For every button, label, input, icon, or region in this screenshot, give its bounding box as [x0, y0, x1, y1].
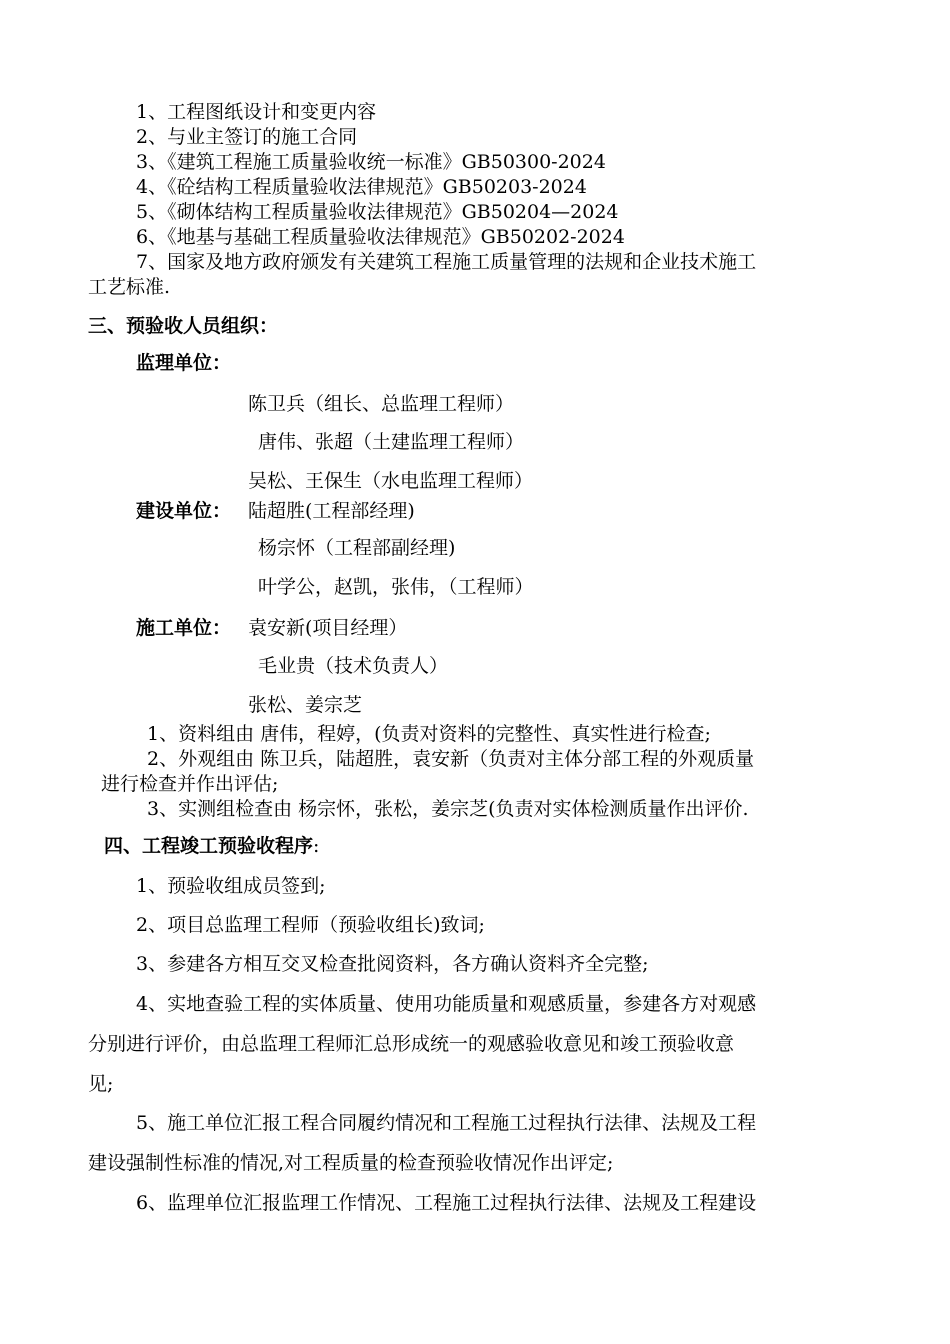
owner-label: 建设单位：: [136, 500, 232, 522]
supervision-member-3: 吴松、王保生（水电监理工程师）: [248, 470, 534, 492]
group-appearance-cont: 进行检查并作出评估;: [101, 773, 279, 795]
section-4-heading-colon: :: [313, 835, 320, 857]
supervision-member-2: 唐伟、张超（土建监理工程师）: [258, 431, 525, 453]
step-4-cont-2: 见;: [88, 1073, 114, 1095]
section-4-heading-text: 四、工程竣工预验收程序: [104, 835, 314, 857]
contractor-member-1: 袁安新(项目经理）: [248, 617, 408, 639]
contractor-member-3: 张松、姜宗芝: [248, 694, 363, 716]
contractor-label: 施工单位：: [136, 617, 232, 639]
section-4-heading: [104, 834, 319, 858]
basis-item-4: 4、《砼结构工程质量验收法律规范》GB50203-2024: [136, 176, 587, 198]
step-1: 1、预验收组成员签到;: [136, 875, 326, 897]
step-3: 3、参建各方相互交叉检查批阅资料，各方确认资料齐全完整;: [136, 953, 649, 975]
basis-item-3: 3、《建筑工程施工质量验收统一标准》GB50300-2024: [136, 151, 606, 173]
step-2: 2、项目总监理工程师（预验收组长)致词;: [136, 914, 485, 936]
owner-member-1: 陆超胜(工程部经理): [248, 500, 415, 522]
basis-item-7: 7、国家及地方政府颁发有关建筑工程施工质量管理的法规和企业技术施工: [136, 251, 757, 273]
step-5: 5、施工单位汇报工程合同履约情况和工程施工过程执行法律、法规及工程: [136, 1112, 757, 1134]
supervision-member-1: 陈卫兵（组长、总监理工程师）: [248, 393, 515, 415]
basis-item-6: 6、《地基与基础工程质量验收法律规范》GB50202-2024: [136, 226, 625, 248]
basis-item-2: 2、与业主签订的施工合同: [136, 126, 358, 148]
group-measurement: 3、实测组检查由 杨宗怀，张松，姜宗芝(负责对实体检测质量作出评价.: [147, 798, 749, 820]
basis-item-5: 5、《砌体结构工程质量验收法律规范》GB50204—2024: [136, 201, 619, 223]
supervision-label: 监理单位：: [136, 352, 232, 374]
owner-member-2: 杨宗怀（工程部副经理): [258, 537, 456, 559]
contractor-member-2: 毛业贵（技术负责人）: [258, 655, 449, 677]
section-3-heading: 三、预验收人员组织：: [88, 315, 279, 337]
owner-member-3: 叶学公，赵凯，张伟，（工程师）: [258, 576, 534, 598]
step-6: 6、监理单位汇报监理工作情况、工程施工过程执行法律、法规及工程建设: [136, 1192, 757, 1214]
group-appearance: 2、外观组由 陈卫兵，陆超胜，袁安新（负责对主体分部工程的外观质量: [147, 748, 755, 770]
step-4-cont-1: 分别进行评价，由总监理工程师汇总形成统一的观感验收意见和竣工预验收意: [88, 1033, 735, 1055]
step-5-cont: 建设强制性标准的情况,对工程质量的检查预验收情况作出评定;: [88, 1152, 614, 1174]
group-documents: 1、资料组由 唐伟，程婷，(负责对资料的完整性、真实性进行检查;: [147, 723, 711, 745]
basis-item-1: 1、工程图纸设计和变更内容: [136, 101, 377, 123]
step-4: 4、实地查验工程的实体质量、使用功能质量和观感质量，参建各方对观感: [136, 993, 757, 1015]
basis-item-7-cont: 工艺标准.: [88, 276, 171, 298]
